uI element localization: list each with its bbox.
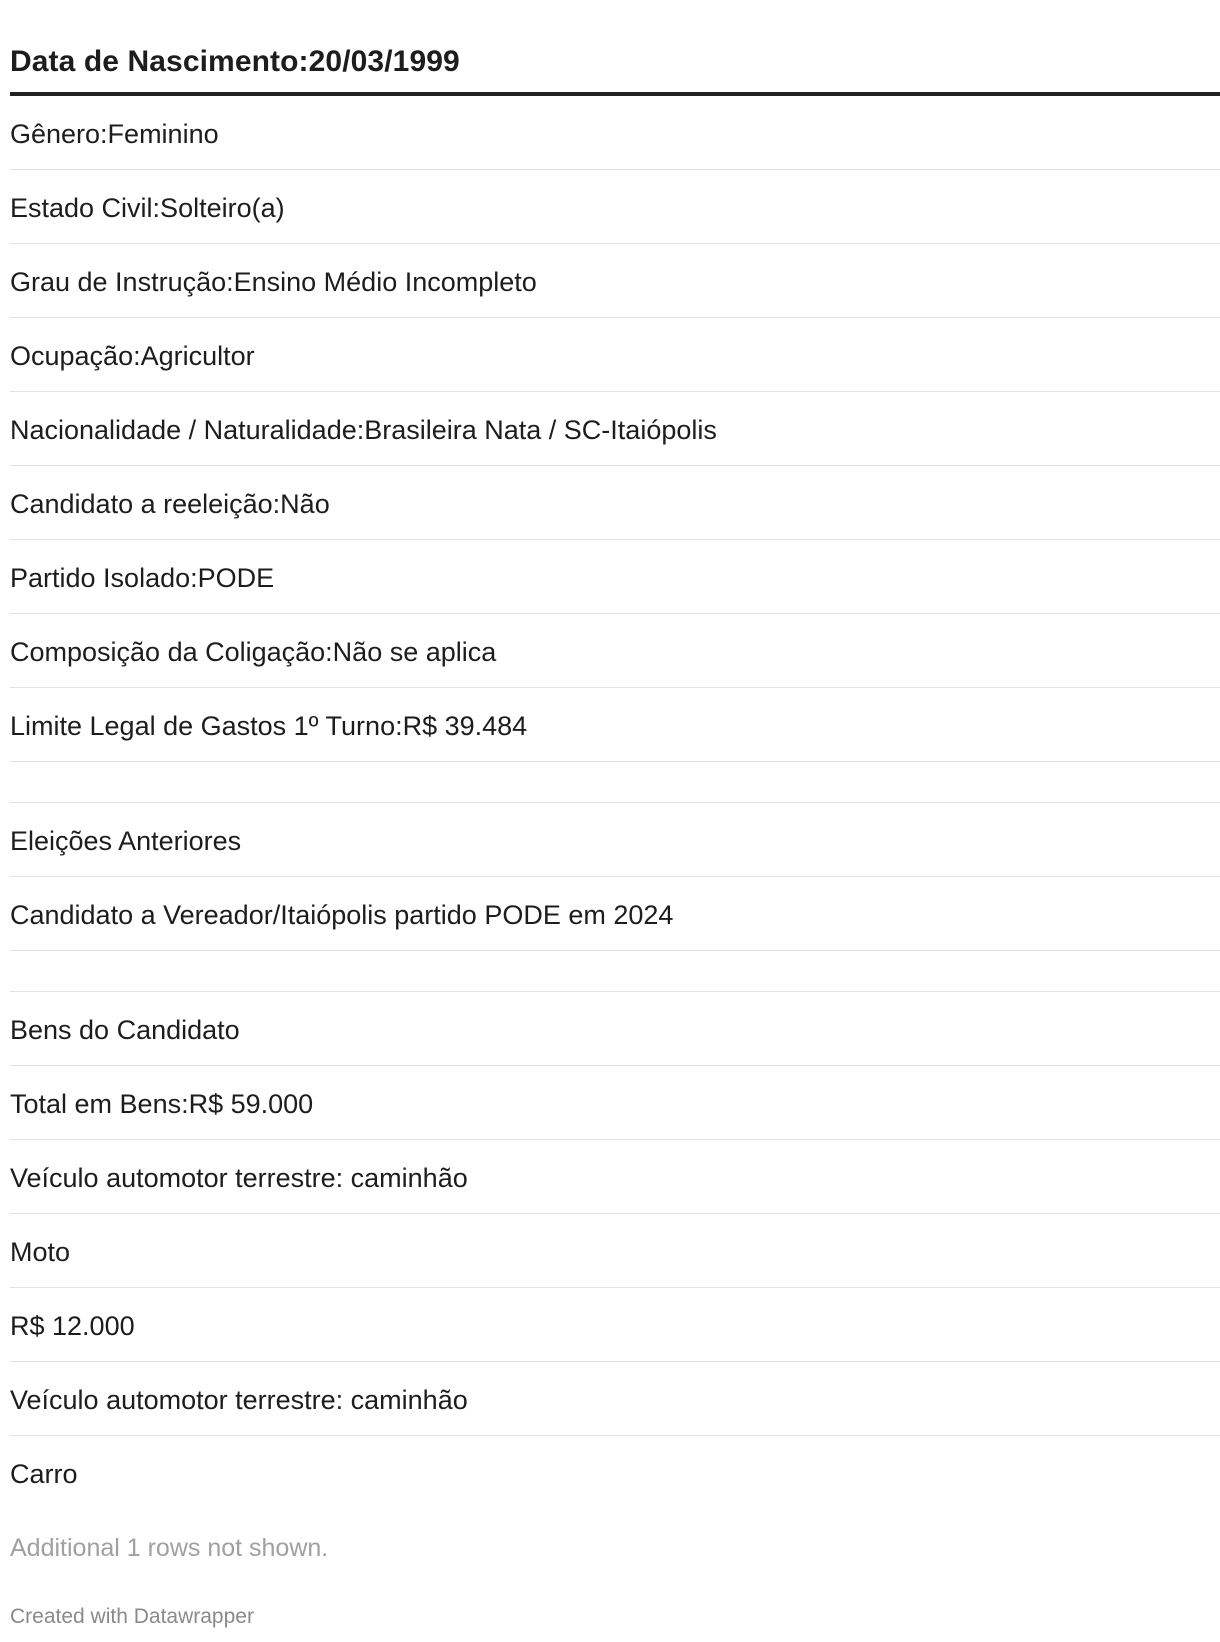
table-row	[10, 1140, 1220, 1214]
table-row	[10, 614, 1220, 688]
table-cell: Eleições Anteriores	[10, 826, 242, 856]
table-row	[10, 318, 1220, 392]
table-cell: Total em Bens:R$ 59.000	[10, 1089, 314, 1119]
table-row	[10, 244, 1220, 318]
table-row-empty	[10, 951, 1220, 992]
table-cell: Composição da Coligação:Não se aplica	[10, 637, 497, 667]
table-cell: Candidato a reeleição:Não	[10, 489, 330, 519]
table-cell: Moto	[10, 1237, 71, 1267]
table-cell: Veículo automotor terrestre: caminhão	[10, 1163, 468, 1193]
table-row	[10, 466, 1220, 540]
table-cell: Candidato a Vereador/Itaiópolis partido PODE em 2024	[10, 900, 674, 930]
table-row	[10, 392, 1220, 466]
table-row	[10, 1436, 1220, 1510]
table-row	[10, 96, 1220, 170]
table-cell: Estado Civil:Solteiro(a)	[10, 193, 285, 223]
table-row	[10, 992, 1220, 1066]
table-cell: Ocupação:Agricultor	[10, 341, 255, 371]
table-row	[10, 877, 1220, 951]
table-cell: R$ 12.000	[10, 1311, 135, 1341]
table-row	[10, 540, 1220, 614]
table-cell: Bens do Candidato	[10, 1015, 240, 1045]
table-row	[10, 170, 1220, 244]
table-container	[10, 0, 1220, 1628]
table-cell: Gênero:Feminino	[10, 119, 219, 149]
datawrapper-credit: Created with Datawrapper	[10, 1605, 254, 1628]
table-cell: Partido Isolado:PODE	[10, 563, 275, 593]
table-row	[10, 1066, 1220, 1140]
table-cell: Veículo automotor terrestre: caminhão	[10, 1385, 468, 1415]
table-header	[10, 0, 1220, 96]
table-cell: Nacionalidade / Naturalidade:Brasileira Nata / SC-Itaiópolis	[10, 415, 717, 445]
hidden-rows-note: Additional 1 rows not shown.	[10, 1534, 329, 1562]
table-cell: Carro	[10, 1459, 78, 1489]
table-title: Data de Nascimento:20/03/1999	[10, 45, 460, 78]
table-row	[10, 1362, 1220, 1436]
table-row	[10, 803, 1220, 877]
table-row	[10, 688, 1220, 762]
table-cell: Grau de Instrução:Ensino Médio Incompleto	[10, 267, 537, 297]
table-row	[10, 1288, 1220, 1362]
table-cell: Limite Legal de Gastos 1º Turno:R$ 39.484	[10, 711, 528, 741]
table-row	[10, 1214, 1220, 1288]
table-row-empty	[10, 762, 1220, 803]
table-body	[10, 96, 1220, 1510]
